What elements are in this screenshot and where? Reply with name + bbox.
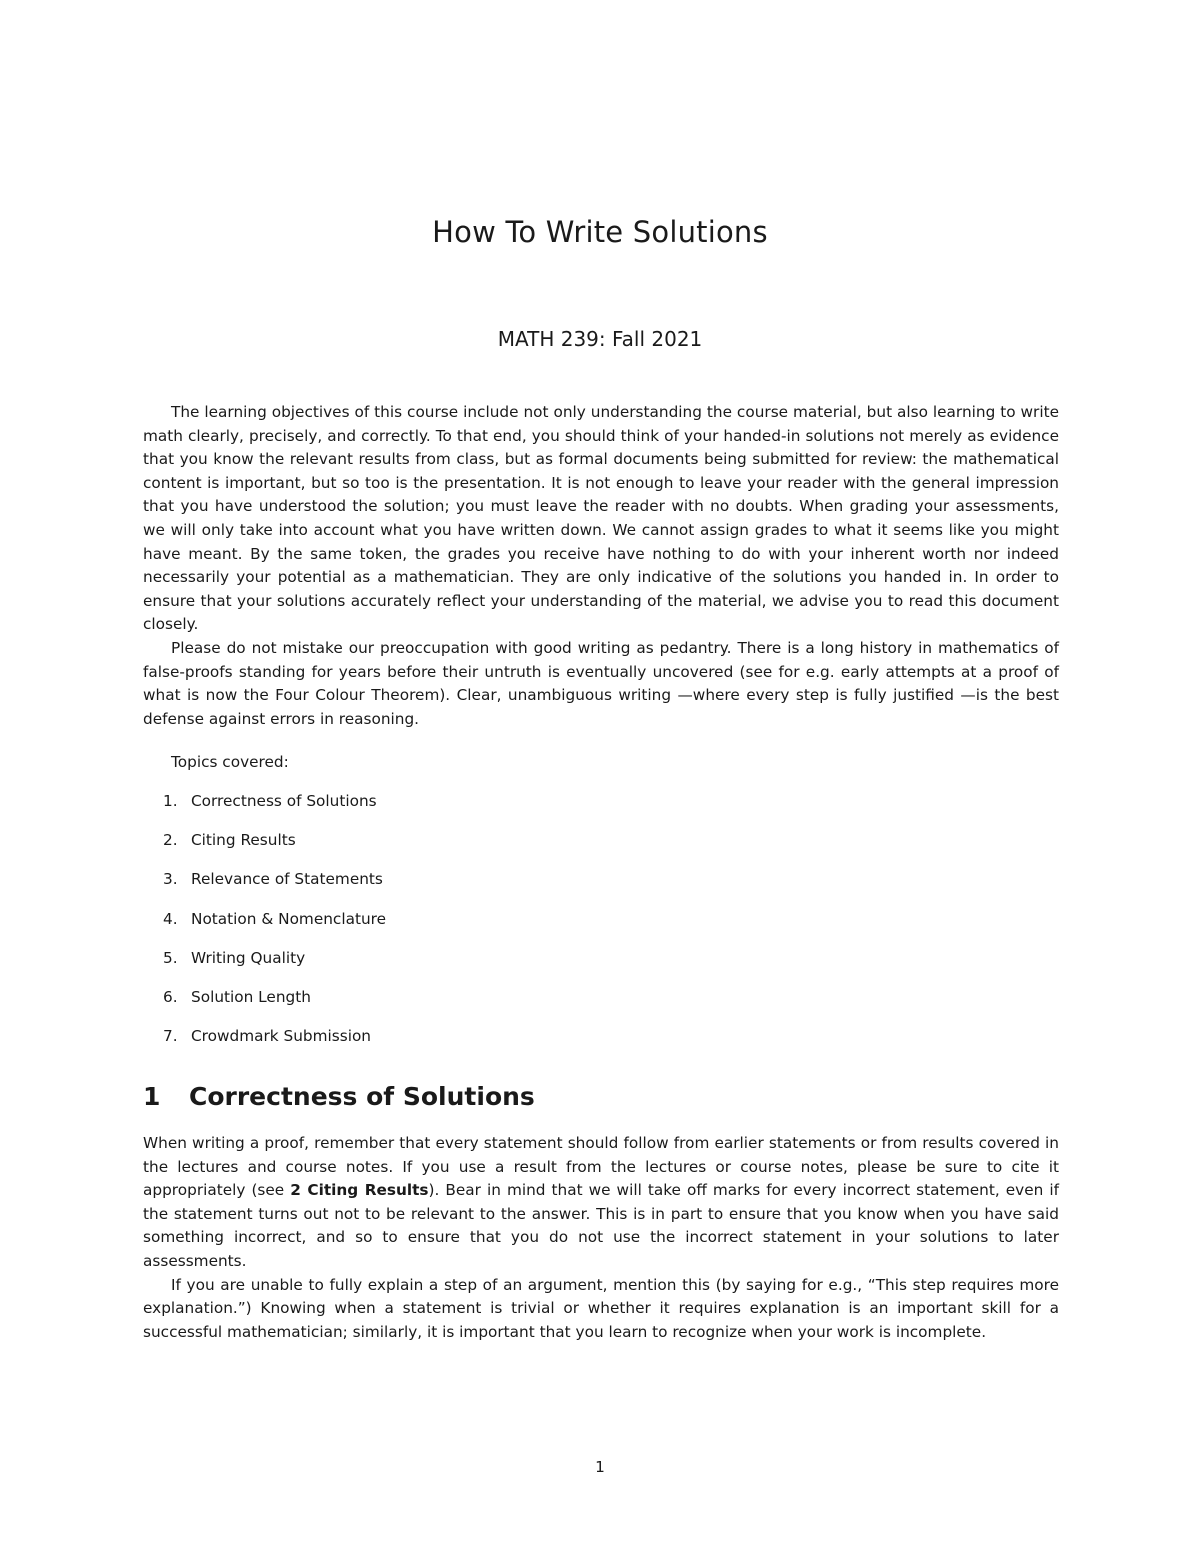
list-item-label: Correctness of Solutions xyxy=(191,792,377,810)
paragraph-text: ). Bear in mind that we will take off marks for every incorrect statement, even if the statement turns out not to be relevant to the answer. This is in part to ensure that you know when you have said something incorrect, and so to ensure that you do not use the incorrect statement in your solutions to later assessments. xyxy=(143,1181,1059,1270)
list-item-number: 7. xyxy=(163,1027,178,1046)
list-item-label: Writing Quality xyxy=(191,948,306,967)
list-item xyxy=(163,947,386,986)
list-item-label: Solution Length xyxy=(191,987,311,1006)
list-item-number: 3. xyxy=(163,870,178,889)
section-reference: 2 Citing Results xyxy=(290,1181,429,1200)
intro-text xyxy=(143,401,1059,731)
list-item-number: 2. xyxy=(163,831,178,850)
list-item-number: 5. xyxy=(163,948,178,967)
paragraph-text: When writing a proof, remember that every statement should follow from earlier statements or from results covered in the lectures and course notes. If you use a result from the lectures or course notes, please be sure to cite it appropriately (see xyxy=(143,1134,1059,1200)
list-item-number: 1. xyxy=(163,792,178,810)
list-item-label: Relevance of Statements xyxy=(191,870,383,889)
intro-paragraph: Please do not mistake our preoccupation with good writing as pedantry. There is a long history in mathematics of false-proofs standing for years before their untruth is eventually uncovered (see for e.g. early attempts at a proof of what is now the Four Colour Theorem). Clear, unambiguous writing —where every step is fully justified —is the best defense against errors in reasoning. xyxy=(143,638,1059,728)
list-item-number: 6. xyxy=(163,987,178,1006)
section-number: 1 xyxy=(143,1082,161,1111)
section-paragraph: If you are unable to fully explain a step of an argument, mention this (by saying for e.g., “This step requires more explanation.”) Knowing when a statement is trivial or whether it requires explanation is an important skill for a successful mathematician; similarly, it is important that you learn to recognize when your work is incomplete. xyxy=(143,1275,1059,1341)
list-item xyxy=(163,986,386,1025)
section-title: Correctness of Solutions xyxy=(189,1082,535,1111)
list-item xyxy=(163,829,386,868)
list-item-label: Crowdmark Submission xyxy=(191,1027,372,1046)
document-title: How To Write Solutions xyxy=(432,215,768,249)
document-subtitle: MATH 239: Fall 2021 xyxy=(497,327,703,351)
page-number: 1 xyxy=(595,1458,605,1476)
topics-label: Topics covered: xyxy=(171,753,289,771)
list-item xyxy=(163,1025,386,1064)
list-item xyxy=(163,908,386,947)
list-item xyxy=(163,790,386,829)
section-body xyxy=(143,1132,1059,1344)
list-item-number: 4. xyxy=(163,909,178,928)
list-item-label: Citing Results xyxy=(191,831,296,850)
intro-paragraph: The learning objectives of this course include not only understanding the course material, but also learning to write math clearly, precisely, and correctly. To that end, you should think of your handed-in solutions not merely as evidence that you know the relevant results from class, but as formal documents being submitted for review: the mathematical content is important, but so too is the presentation. It is not enough to leave your reader with the general impression that you have understood the solution; you must leave the reader with no doubts. When grading your assessments, we will only take into account what you have written down. We cannot assign grades to what it seems like you might have meant. By the same token, the grades you receive have nothing to do with your inherent worth nor indeed necessarily your potential as a mathematician. They are only indicative of the solutions you handed in. In order to ensure that your solutions accurately reflect your understanding of the material, we advise you to read this document closely. xyxy=(143,403,1059,634)
topics-list xyxy=(163,790,386,1064)
list-item-label: Notation & Nomenclature xyxy=(191,909,387,928)
section-paragraph xyxy=(143,1132,1059,1274)
section-heading xyxy=(143,1079,535,1115)
list-item xyxy=(163,868,386,907)
